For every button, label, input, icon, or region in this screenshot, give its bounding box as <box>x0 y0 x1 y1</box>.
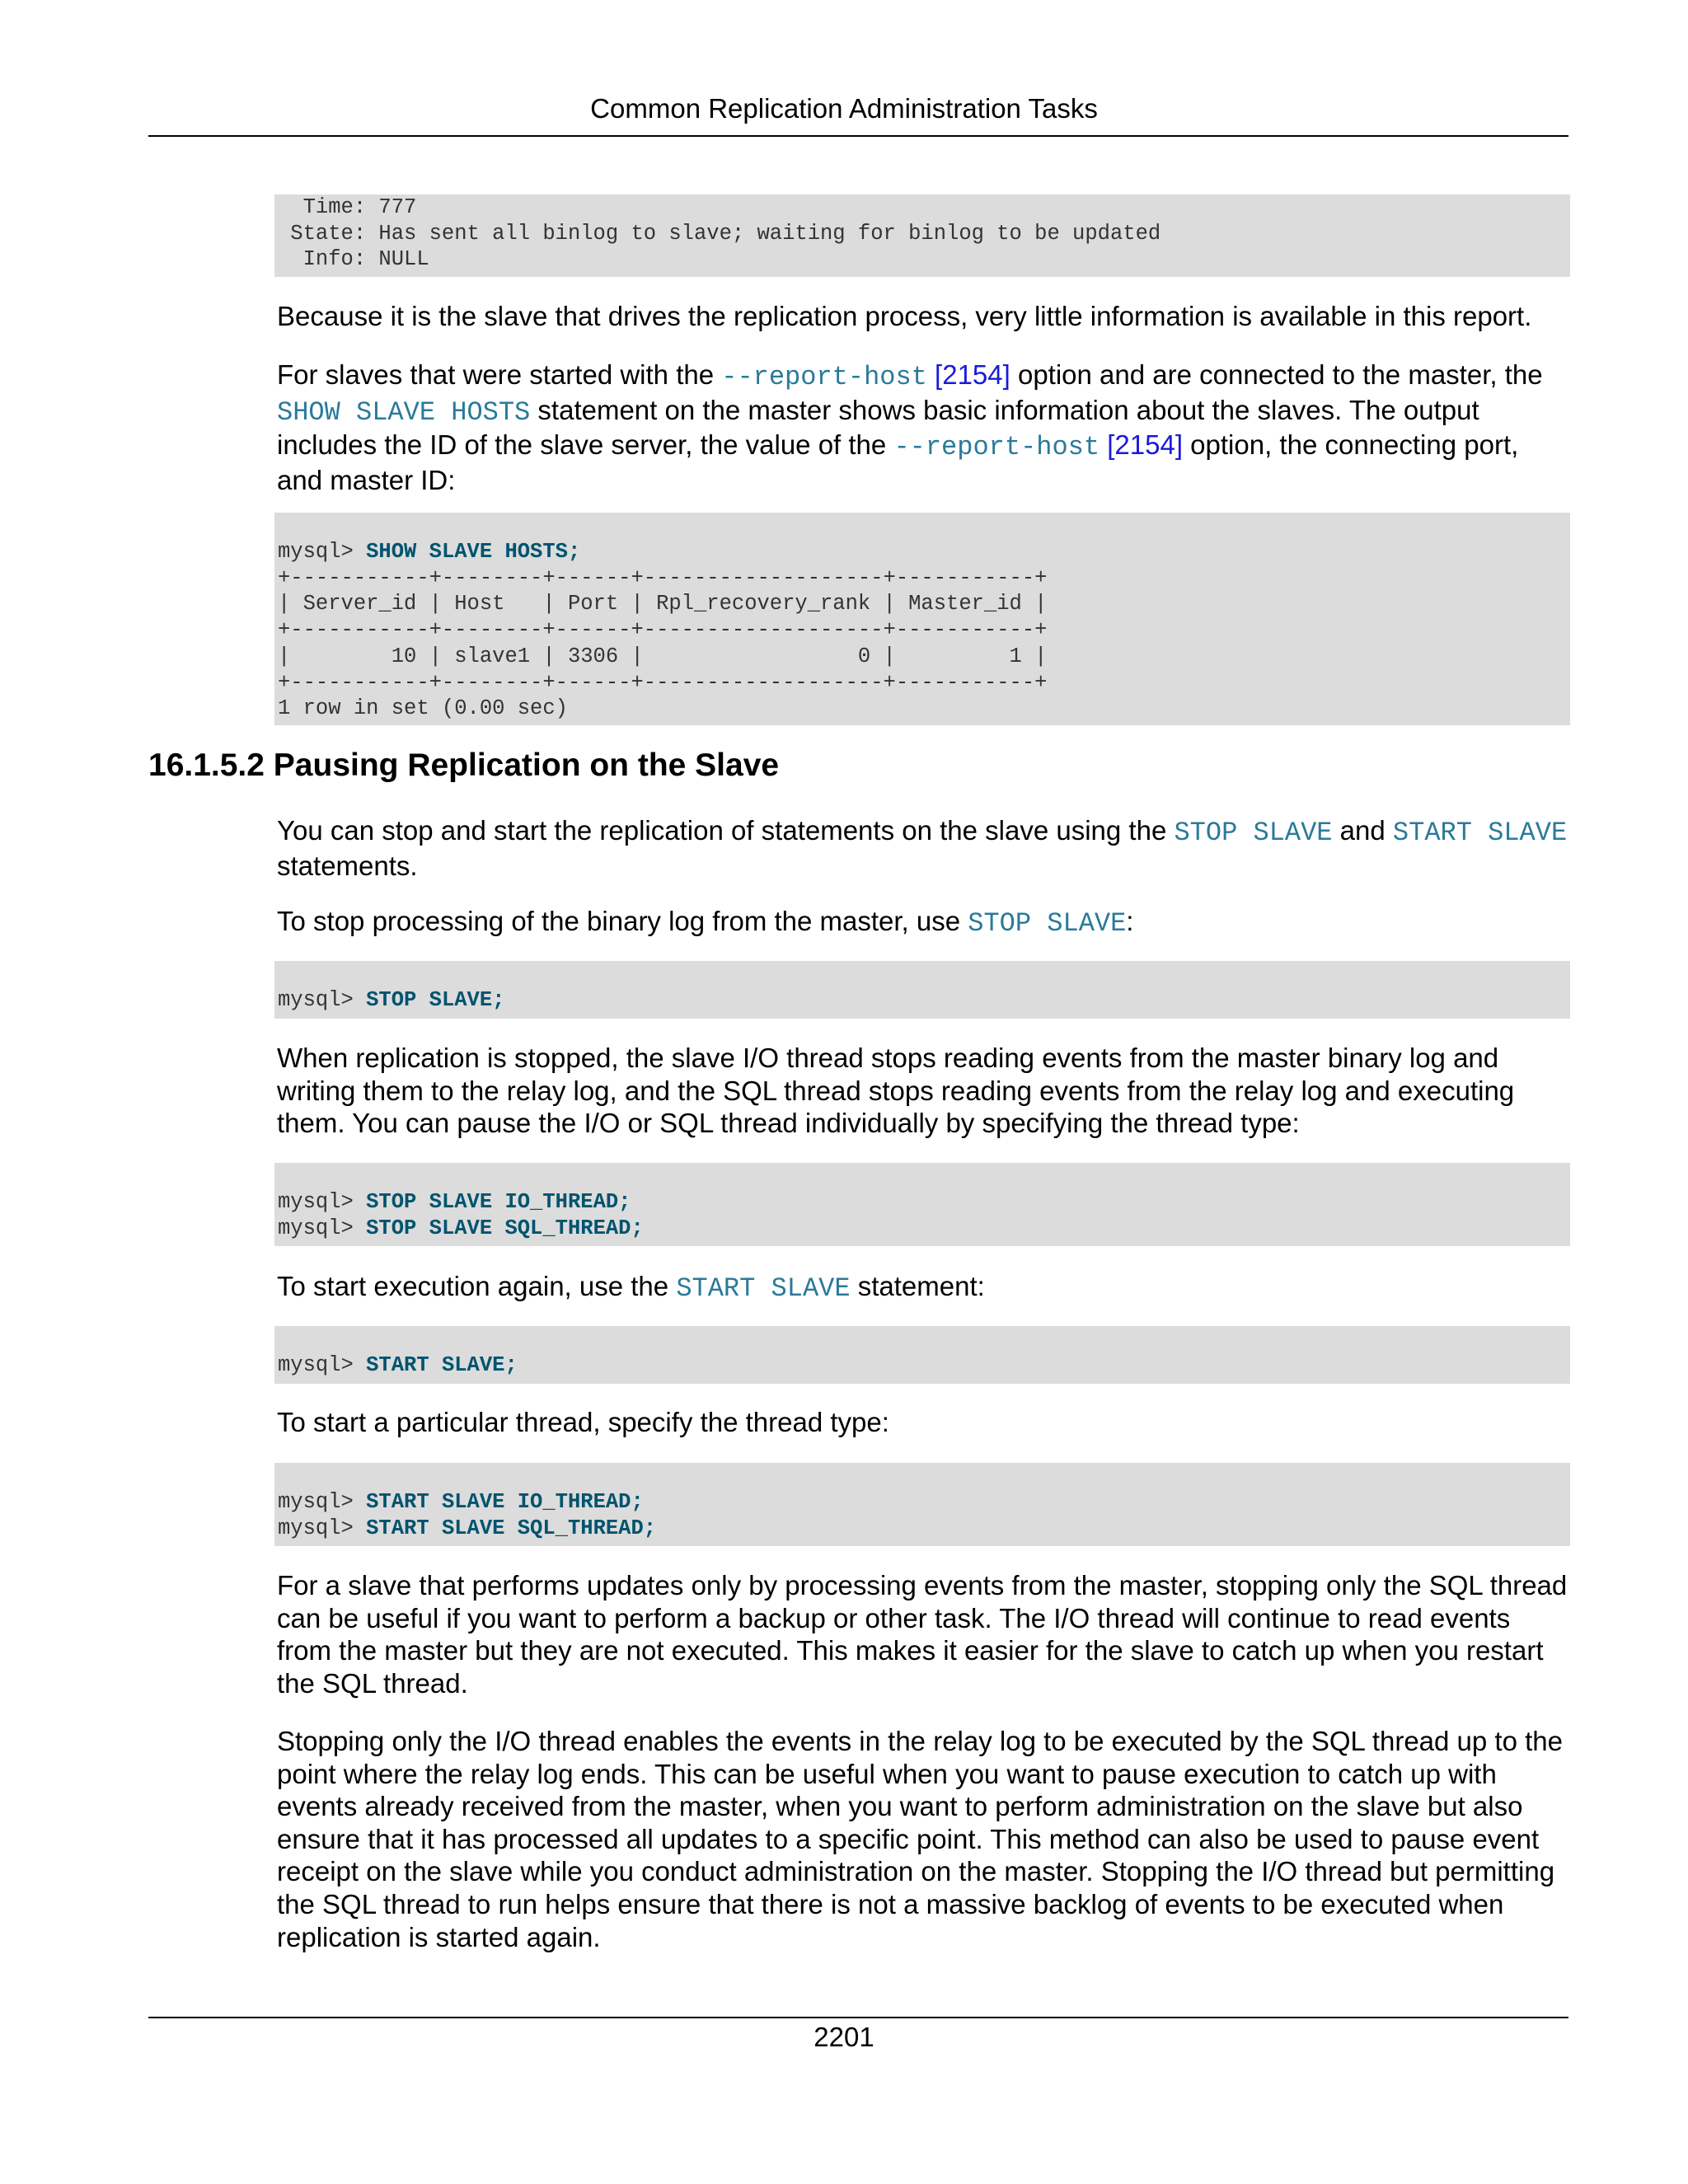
cross-reference-link[interactable]: [2154] <box>1107 429 1183 461</box>
table-row: | 10 | slave1 | 3306 | 0 | 1 | <box>278 644 1048 668</box>
inline-code: STOP SLAVE <box>968 908 1127 939</box>
sql-command: STOP SLAVE SQL_THREAD; <box>366 1216 644 1240</box>
sql-prompt: mysql> <box>278 1353 367 1377</box>
paragraph <box>277 300 1571 333</box>
paragraph <box>277 814 1571 882</box>
paragraph-text: option, the connecting port, and master ID: <box>277 429 1519 495</box>
code-block-start-slave <box>274 1326 1570 1384</box>
table-border: +-----------+--------+------+-------------------+-----------+ <box>278 618 1048 643</box>
sql-command: START SLAVE SQL_THREAD; <box>366 1516 657 1540</box>
code-line: Time: 777 <box>278 195 417 219</box>
code-block-stop-threads <box>274 1163 1570 1246</box>
paragraph-text: statement: <box>850 1271 985 1301</box>
inline-code: --report-host <box>721 362 927 392</box>
code-block-show-slave-hosts <box>274 513 1570 725</box>
sql-command: SHOW SLAVE HOSTS; <box>366 540 581 564</box>
paragraph-text: statements. <box>277 850 418 881</box>
paragraph-text: To start a particular thread, specify the thread type: <box>277 1407 889 1437</box>
paragraph-text: Because it is the slave that drives the replication process, very little information is available in this report. <box>277 301 1532 331</box>
sql-command: START SLAVE IO_THREAD; <box>366 1490 644 1514</box>
sql-command: START SLAVE; <box>366 1353 518 1377</box>
paragraph-text: option and are connected to the master, the <box>1010 359 1543 390</box>
table-border: +-----------+--------+------+-------------------+-----------+ <box>278 565 1048 590</box>
sql-command: STOP SLAVE IO_THREAD; <box>366 1190 631 1214</box>
sql-prompt: mysql> <box>278 1490 367 1514</box>
page-number: 2201 <box>814 2022 874 2052</box>
sql-prompt: mysql> <box>278 988 367 1012</box>
inline-code: STOP SLAVE <box>1174 818 1333 848</box>
table-border: +-----------+--------+------+-------------------+-----------+ <box>278 670 1048 695</box>
code-block-stop-slave <box>274 961 1570 1019</box>
page-header-title: Common Replication Administration Tasks <box>590 93 1098 124</box>
result-summary: 1 row in set (0.00 sec) <box>278 696 568 721</box>
section-heading: 16.1.5.2 Pausing Replication on the Slave <box>148 748 780 783</box>
paragraph-text: You can stop and start the replication of statements on the slave using the <box>277 815 1175 846</box>
paragraph-text: For slaves that were started with the <box>277 359 722 390</box>
paragraph <box>277 359 1571 496</box>
sql-prompt: mysql> <box>278 1516 367 1540</box>
inline-code: START SLAVE <box>676 1273 851 1304</box>
footer-rule <box>148 2017 1568 2018</box>
code-line: Info: NULL <box>278 247 429 272</box>
sql-prompt: mysql> <box>278 1216 367 1240</box>
paragraph <box>277 1569 1571 1699</box>
table-header-row: | Server_id | Host | Port | Rpl_recovery_rank | Master_id | <box>278 592 1048 616</box>
code-line: State: Has sent all binlog to slave; waiting for binlog to be updated <box>278 221 1161 246</box>
paragraph-text: statement on the master shows basic information about the slaves. The output includes the ID of the slave server, the value of the <box>277 394 1479 461</box>
sql-prompt: mysql> <box>278 1190 367 1214</box>
paragraph-text: Stopping only the I/O thread enables the events in the relay log to be executed by the SQL thread up to the point where the relay log ends. This can be useful when you want to pause execution to catch up with events already received from the master, when you want to perform administration on the slave but also ensure that it has processed all updates to a specific point. This method can also be used to pause event receipt on the slave while you conduct administration on the master. Stopping the I/O thread but permitting the SQL thread to run helps ensure that there is not a massive backlog of events to be executed when replication is started again. <box>277 1726 1563 1952</box>
paragraph <box>277 1406 1571 1439</box>
cross-reference-link[interactable]: [2154] <box>935 359 1010 390</box>
paragraph <box>277 905 1571 940</box>
inline-code: START SLAVE <box>1392 818 1568 848</box>
paragraph-text: When replication is stopped, the slave I/O thread stops reading events from the master binary log and writing them to the relay log, and the SQL thread stops reading events from the relay log and executing them. You can pause the I/O or SQL thread individually by specifying the thread type: <box>277 1043 1515 1139</box>
paragraph <box>277 1042 1571 1140</box>
header-rule <box>148 135 1568 137</box>
inline-code: SHOW SLAVE HOSTS <box>277 396 531 428</box>
paragraph <box>277 1270 1571 1305</box>
paragraph-text: To start execution again, use the <box>277 1271 677 1301</box>
code-block-start-threads <box>274 1463 1570 1546</box>
sql-command: STOP SLAVE; <box>366 988 505 1012</box>
paragraph-text: To stop processing of the binary log from the master, use <box>277 906 968 936</box>
paragraph <box>277 1725 1571 1953</box>
sql-prompt: mysql> <box>278 540 367 564</box>
paragraph-text: For a slave that performs updates only by processing events from the master, stopping only the SQL thread can be useful if you want to perform a backup or other task. The I/O thread will continue to read events from the master but they are not executed. This makes it easier for the slave to catch up when you restart the SQL thread. <box>277 1570 1568 1699</box>
code-block-processlist-tail <box>274 194 1570 277</box>
paragraph-text: : <box>1126 906 1134 936</box>
inline-code: --report-host <box>893 432 1100 463</box>
paragraph-text: and <box>1332 815 1393 846</box>
